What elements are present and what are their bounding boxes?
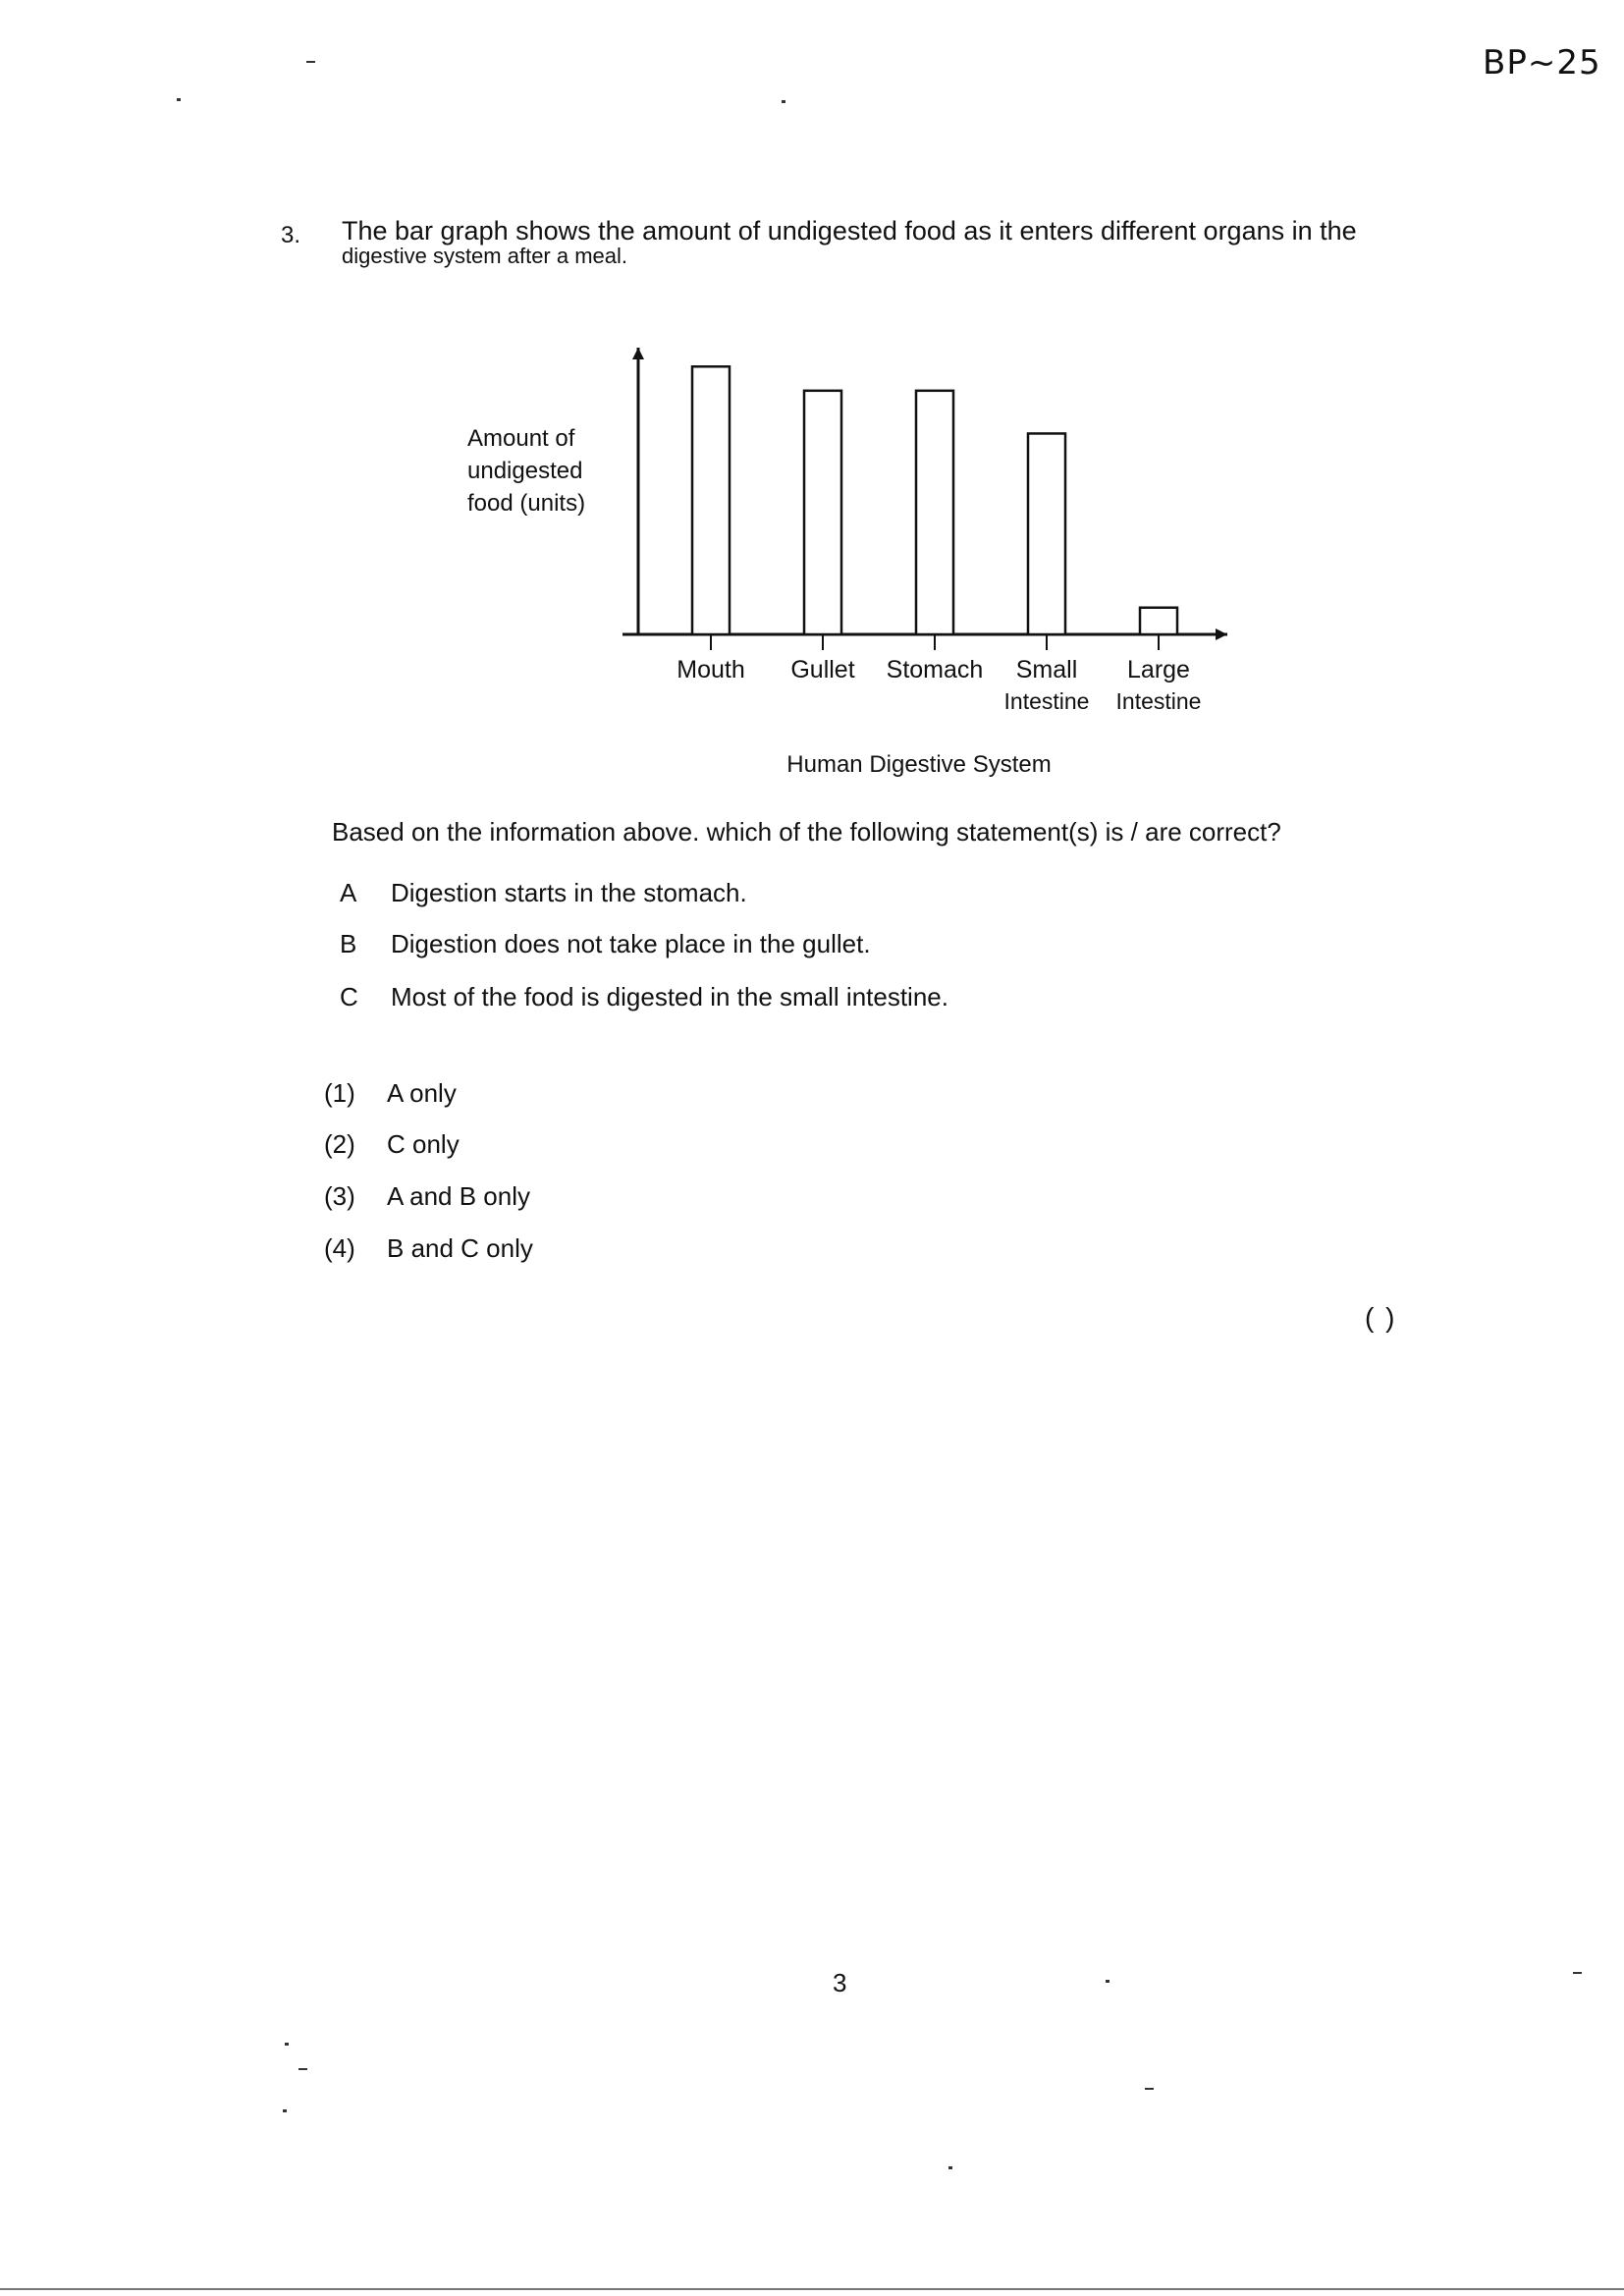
- option-4[interactable]: [324, 1233, 533, 1264]
- scan-speck: [306, 61, 315, 63]
- statement-letter: A: [340, 878, 357, 907]
- x-tick-label: Large: [1127, 656, 1190, 683]
- option-number: (2): [324, 1129, 355, 1159]
- statement-c: [340, 982, 948, 1012]
- scan-speck: [948, 2166, 952, 2169]
- option-number: (4): [324, 1233, 355, 1263]
- scan-speck: [285, 2043, 289, 2046]
- x-axis-arrow: [1216, 629, 1227, 640]
- scan-speck: [298, 2068, 307, 2070]
- scan-speck: [1145, 2088, 1154, 2090]
- question-prompt: Based on the information above. which of the following statement(s) is / are correct?: [332, 817, 1281, 847]
- option-1[interactable]: [324, 1078, 457, 1109]
- question-stem: [342, 218, 1382, 269]
- bottom-rule: [0, 2288, 1624, 2290]
- option-text: A only: [387, 1078, 457, 1108]
- x-tick-label: Mouth: [677, 656, 745, 683]
- y-axis-label: undigested: [467, 458, 583, 484]
- scan-speck: [283, 2109, 287, 2112]
- option-number: (3): [324, 1181, 355, 1211]
- page-number: 3: [833, 1968, 847, 1997]
- x-tick-label: Gullet: [790, 656, 855, 683]
- bar-chart: [432, 324, 1276, 786]
- statement-a: [340, 878, 747, 908]
- bar: [1140, 608, 1177, 634]
- bar: [1028, 433, 1065, 634]
- statement-letter: C: [340, 982, 358, 1011]
- bar: [916, 391, 953, 634]
- y-axis-label: food (units): [467, 490, 586, 517]
- scan-speck: [1106, 1980, 1110, 1983]
- option-2[interactable]: [324, 1129, 460, 1160]
- option-3[interactable]: [324, 1181, 530, 1212]
- y-axis-arrow: [632, 348, 644, 359]
- scan-speck: [782, 100, 785, 103]
- statement-text: Digestion does not take place in the gullet.: [391, 929, 871, 958]
- option-text: B and C only: [387, 1233, 533, 1263]
- scan-speck: [177, 98, 181, 101]
- answer-bracket[interactable]: ( ): [1365, 1302, 1397, 1333]
- statement-b: [340, 929, 871, 959]
- question-stem-line1: The bar graph shows the amount of undigested food as it enters different organs in the: [342, 216, 1357, 246]
- option-text: A and B only: [387, 1181, 530, 1211]
- x-tick-label: Small: [1015, 656, 1078, 683]
- question-number: 3.: [281, 222, 301, 248]
- x-tick-label: Intestine: [1115, 688, 1202, 714]
- option-number: (1): [324, 1078, 355, 1108]
- x-tick-label: Stomach: [886, 656, 984, 683]
- option-text: C only: [387, 1129, 460, 1159]
- page-header-code: BP~25: [1483, 43, 1601, 82]
- bar: [804, 391, 841, 634]
- scan-speck: [1573, 1972, 1582, 1974]
- x-tick-label: Intestine: [1003, 688, 1090, 714]
- statement-letter: B: [340, 929, 357, 958]
- question-stem-line2: digestive system after a meal.: [342, 244, 628, 268]
- statement-text: Most of the food is digested in the small intestine.: [391, 982, 948, 1011]
- statement-text: Digestion starts in the stomach.: [391, 878, 747, 907]
- x-axis-label: Human Digestive System: [786, 751, 1052, 778]
- y-axis-label: Amount of: [467, 425, 575, 452]
- bar: [692, 366, 730, 634]
